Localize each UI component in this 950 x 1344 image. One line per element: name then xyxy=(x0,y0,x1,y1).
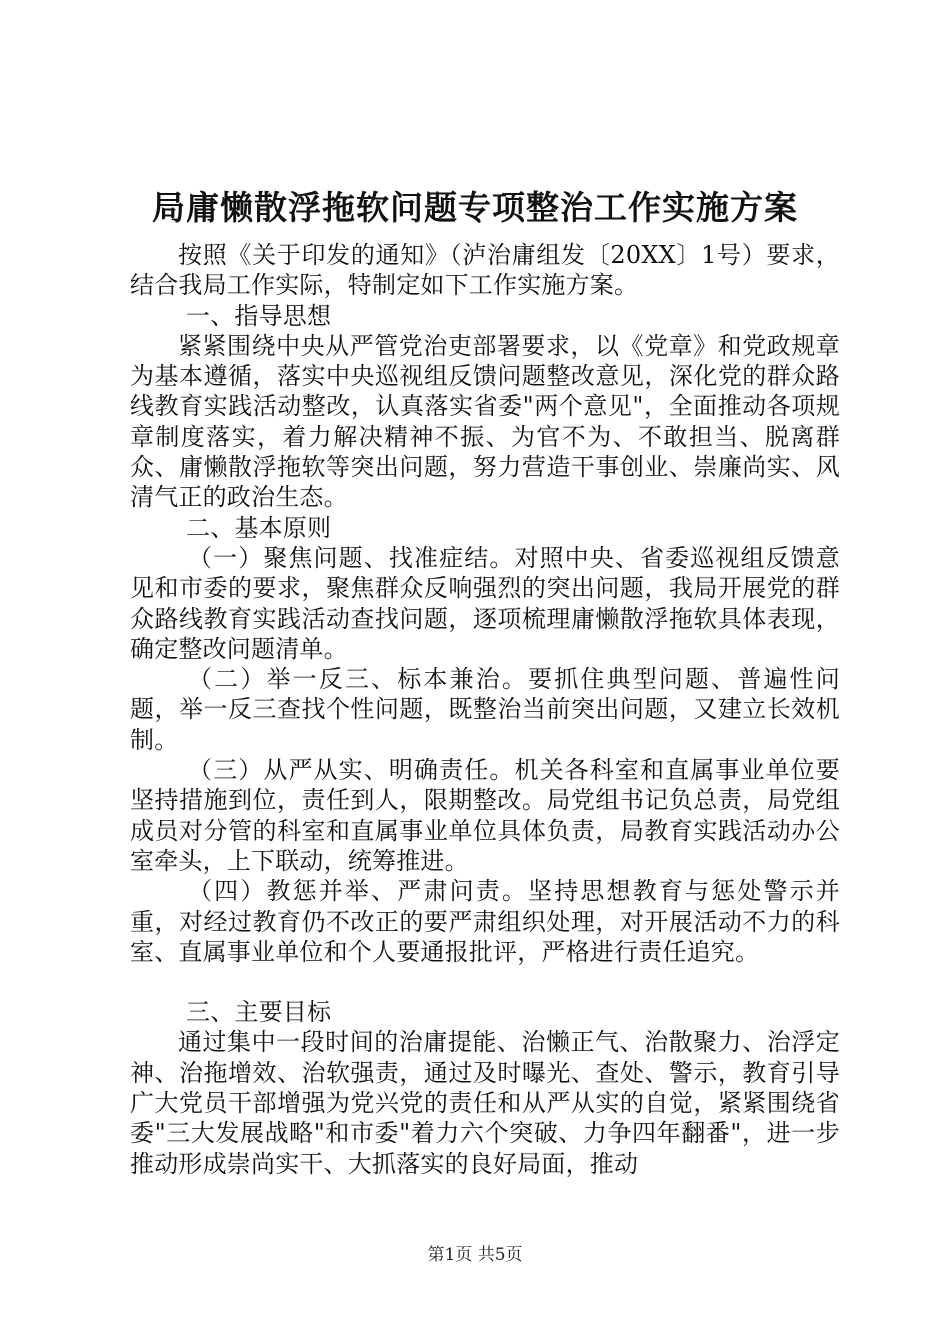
section-heading-basic-principles: 二、基本原则 xyxy=(186,513,332,542)
principle-1-paragraph: （一）聚焦问题、找准症结。对照中央、省委巡视组反馈意见和市委的要求，聚焦群众反响强烈的突出问题，我局开展党的群众路线教育实践活动查找问题，逐项梳理庸懒散浮拖软具体表现，确定整改问题清单。 xyxy=(130,543,840,663)
document-body xyxy=(130,240,840,1179)
section-heading-guiding-thought: 一、指导思想 xyxy=(186,301,332,330)
principle-3-paragraph: （三）从严从实、明确责任。机关各科室和直属事业单位要坚持措施到位，责任到人，限期整改。局党组书记负总责，局党组成员对分管的科室和直属事业单位具体负责，局教育实践活动办公室牵头，上下联动，统筹推进。 xyxy=(130,756,840,875)
principle-4-paragraph: （四）教惩并举、严肃问责。坚持思想教育与惩处警示并重，对经过教育仍不改正的要严肃组织处理，对开展活动不力的科室、直属事业单位和个人要通报批评，严格进行责任追究。 xyxy=(130,877,840,966)
guiding-thought-paragraph: 紧紧围绕中央从严管党治吏部署要求，以《党章》和党政规章为基本遵循，落实中央巡视组反馈问题整改意见，深化党的群众路线教育实践活动整改，认真落实省委"两个意见"，全面推动各项规章制度落实，着力解决精神不振、为官不为、不敢担当、脱离群众、庸懒散浮拖软等突出问题，努力营造干事创业、崇廉尚实、风清气正的政治生态。 xyxy=(130,331,840,512)
principle-2-paragraph: （二）举一反三、标本兼治。要抓住典型问题、普遍性问题，举一反三查找个性问题，既整治当前突出问题，又建立长效机制。 xyxy=(130,665,840,754)
paragraph-spacer xyxy=(130,967,840,997)
intro-paragraph: 按照《关于印发的通知》（泸治庸组发〔20XX〕1号）要求，结合我局工作实际，特制定如下工作实施方案。 xyxy=(130,241,840,300)
section-heading-main-goals: 三、主要目标 xyxy=(186,998,332,1027)
page-number-footer: 第1页 共5页 xyxy=(427,1245,523,1265)
main-goals-paragraph: 通过集中一段时间的治庸提能、治懒正气、治散聚力、治浮定神、治拖增效、治软强责，通过及时曝光、查处、警示，教育引导广大党员干部增强为党兴党的责任和从严从实的自觉，紧紧围绕省委"三大发展战略"和市委"着力六个突破、力争四年翻番"，进一步推动形成崇尚实干、大抓落实的良好局面，推动 xyxy=(130,1028,840,1178)
document-title: 局庸懒散浮拖软问题专项整治工作实施方案 xyxy=(152,188,798,227)
